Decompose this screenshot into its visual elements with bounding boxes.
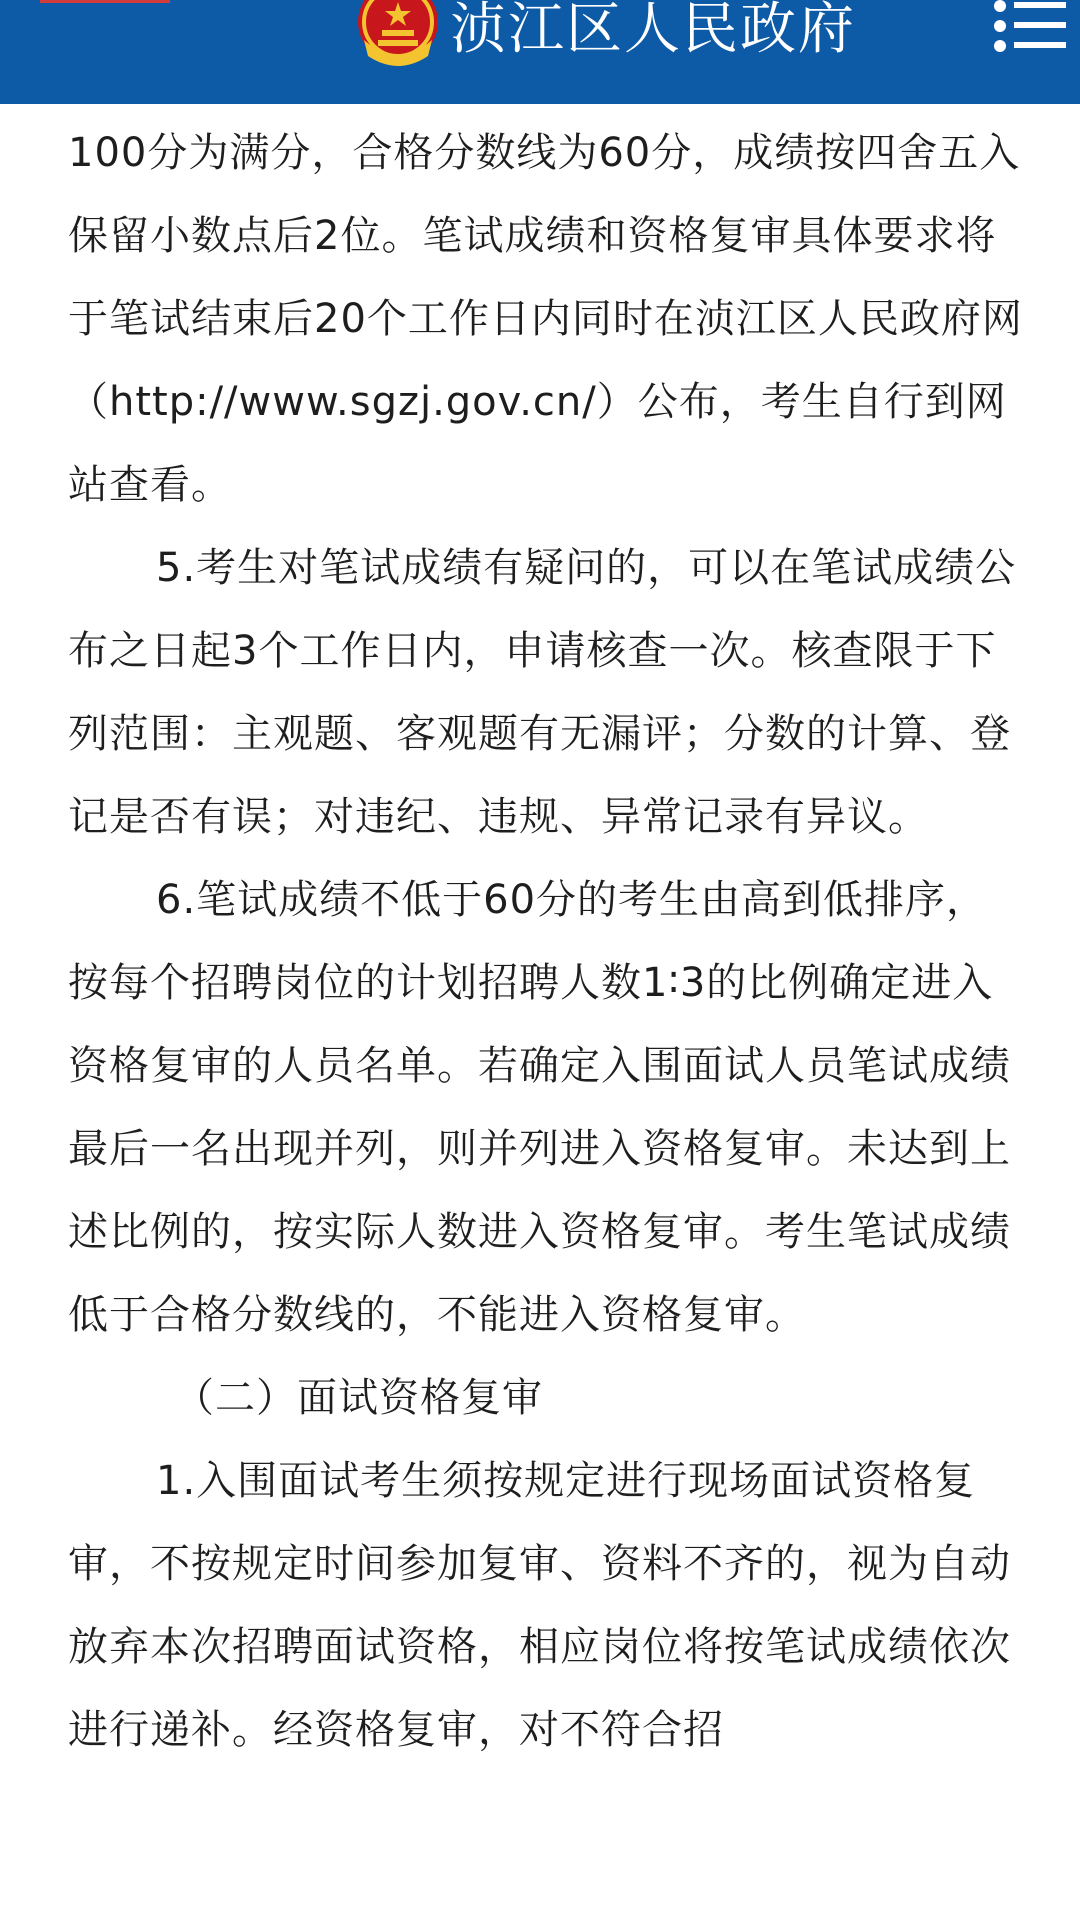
article-paragraph-1: 100分为满分，合格分数线为60分，成绩按四舍五入保留小数点后2位。笔试成绩和资格复审具体要求将于笔试结束后20个工作日内同时在浈江区人民政府网（http://www.sgzj.gov.cn/）公布，考生自行到网站查看。: [68, 130, 1023, 508]
article-paragraph-2: 5.考生对笔试成绩有疑问的，可以在笔试成绩公布之日起3个工作日内，申请核查一次。核查限于下列范围：主观题、客观题有无漏评；分数的计算、登记是否有误；对违纪、违规、异常记录有异议。: [68, 545, 1017, 840]
article-paragraph-3: 6.笔试成绩不低于60分的考生由高到低排序，按每个招聘岗位的计划招聘人数1∶3的比例确定进入资格复审的人员名单。若确定入围面试人员笔试成绩最后一名出现并列，则并列进入资格复审。未达到上述比例的，按实际人数进入资格复审。考生笔试成绩低于合格分数线的，不能进入资格复审。: [68, 877, 1011, 1338]
national-emblem-icon: [356, 0, 440, 66]
header-accent-strip: [40, 0, 170, 3]
article-body: [68, 112, 1028, 1772]
article-paragraph-4: 1.入围面试考生须按规定进行现场面试资格复审，不按规定时间参加复审、资料不齐的，视为自动放弃本次招聘面试资格，相应岗位将按笔试成绩依次进行递补。经资格复审，对不符合招: [68, 1458, 1011, 1753]
section-heading: （二）面试资格复审: [174, 1375, 543, 1421]
top-header-bar: [0, 0, 1080, 104]
site-title[interactable]: 浈江区人民政府: [450, 0, 856, 62]
menu-list-icon[interactable]: [990, 0, 1070, 56]
